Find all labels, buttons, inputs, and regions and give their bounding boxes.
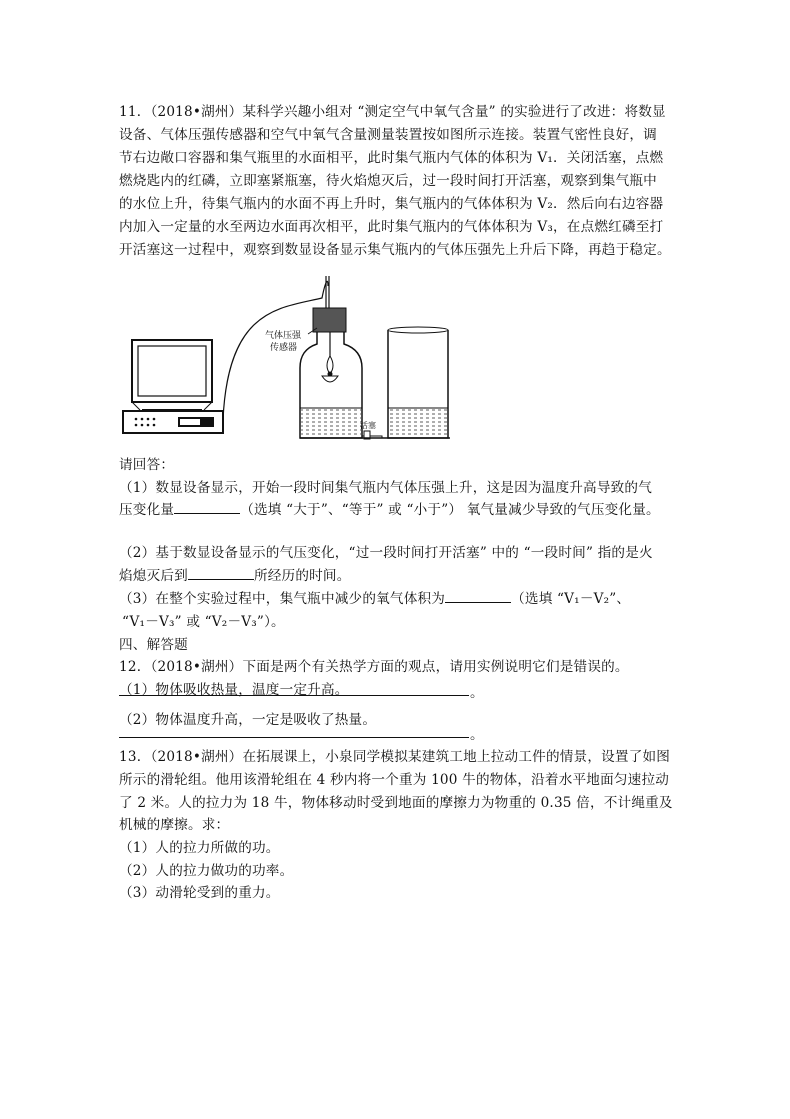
q11-stem-line: 内加入一定量的水至两边水面再次相平，此时集气瓶内的气体体积为 V₃，在点燃红磷至打 [119,219,664,235]
q11-sub1: （1）数显设备显示，开始一段时间集气瓶内气体压强上升，这是因为温度升高导致的气 [119,480,653,496]
flame-icon [327,356,333,374]
q12-item: （2）物体温度升高，一定是吸收了热量。 [119,712,377,728]
data-logger-icon [123,411,223,433]
combustion-spoon [322,376,338,382]
q11-sub2: （2）基于数显设备显示的气压变化，“过一段时间打开活塞” 中的 “一段时间” 指的是火 [119,545,653,561]
q11-sub2-line2 [119,564,351,584]
q11-stem-line: 燃烧匙内的红磷，立即塞紧瓶塞，待火焰熄灭后，过一段时间打开活塞，观察到集气瓶中 [119,173,657,189]
jar-water [301,408,361,437]
answer-line[interactable] [119,737,469,738]
answer-line[interactable] [119,695,469,696]
q11-stem-line: 的水位上升，待集气瓶内的水面不再上升时，集气瓶内的气体体积为 V₂．然后向右边容器 [119,196,664,212]
q13-item: （2）人的拉力做功的功率。 [119,863,294,879]
q11-sub3-text: （选填 “V₁－V₂”、 [511,591,631,607]
q11-sub3-line1 [119,587,630,607]
q11-sub3-text: （3）在整个实验过程中，集气瓶中减少的氧气体积为 [119,591,446,607]
q13-item: （1）人的拉力所做的功。 [119,840,280,856]
answer-blank[interactable] [174,499,240,514]
section-title: 四、解答题 [119,637,188,653]
rubber-stopper [313,308,346,332]
q13-stem-line: 13．（2018•湖州）在拓展课上，小泉同学模拟某建筑工地上拉动工件的情景，设置了如图 [119,749,671,765]
q13-stem-line: 了 2 米。人的拉力为 18 牛，物体移动时受到地面的摩擦力为物重的 0.35 倍，不计绳重及 [119,795,673,811]
end-mark: 。 [470,685,484,701]
q12-stem: 12．（2018•湖州）下面是两个有关热学方面的观点，请用实例说明它们是错误的。 [119,659,629,675]
q11-sub1-text: （选填 “大于”、“等于” 或 “小于”） 氧气量减少导致的气压变化量。 [240,502,660,518]
open-container [388,327,448,438]
sensor-label: 传感器 [270,343,298,353]
valve-label: 活塞 [360,421,376,430]
q11-sub2-text: 焰熄灭后到 [119,568,188,584]
answer-blank[interactable] [188,565,254,580]
monitor-icon [132,340,212,413]
q11-sub2-text: 所经历的时间。 [253,568,351,584]
q11-stem-line: 11．（2018•湖州）某科学兴趣小组对 “测定空气中氧气含量” 的实验进行了改进：将数显 [119,104,666,120]
q11-stem-line: 节右边敞口容器和集气瓶里的水面相平，此时集气瓶内气体的体积为 V₁．关闭活塞，点燃 [119,150,664,166]
end-mark: 。 [470,727,484,743]
q13-stem-line: 机械的摩擦。求： [119,817,230,833]
q13-item: （3）动滑轮受到的重力。 [119,885,280,901]
experiment-apparatus-figure [120,268,450,443]
q11-sub3-line2: “V₁－V₃” 或 “V₂－V₃”）。 [122,614,285,630]
sensor-label: 气体压强 [265,331,302,341]
q11-sub1-line2 [119,498,660,518]
answer-blank[interactable] [445,588,511,603]
q11-stem-line: 开活塞这一过程中，观察到数显设备显示集气瓶内的气体压强先上升后下降，再趋于稳定。 [119,242,671,258]
q13-stem-line: 所示的滑轮组。他用该滑轮组在 4 秒内将一个重为 100 牛的物体，沿着水平地面匀速拉动 [119,772,670,788]
q11-sub1-text: 压变化量 [119,502,175,518]
answer-prompt: 请回答： [119,457,175,473]
q12-item: （1）物体吸收热量，温度一定升高。 [119,682,349,698]
q11-stem-line: 设备、气体压强传感器和空气中氧气含量测量装置按如图所示连接。装置气密性良好，调 [119,127,657,143]
